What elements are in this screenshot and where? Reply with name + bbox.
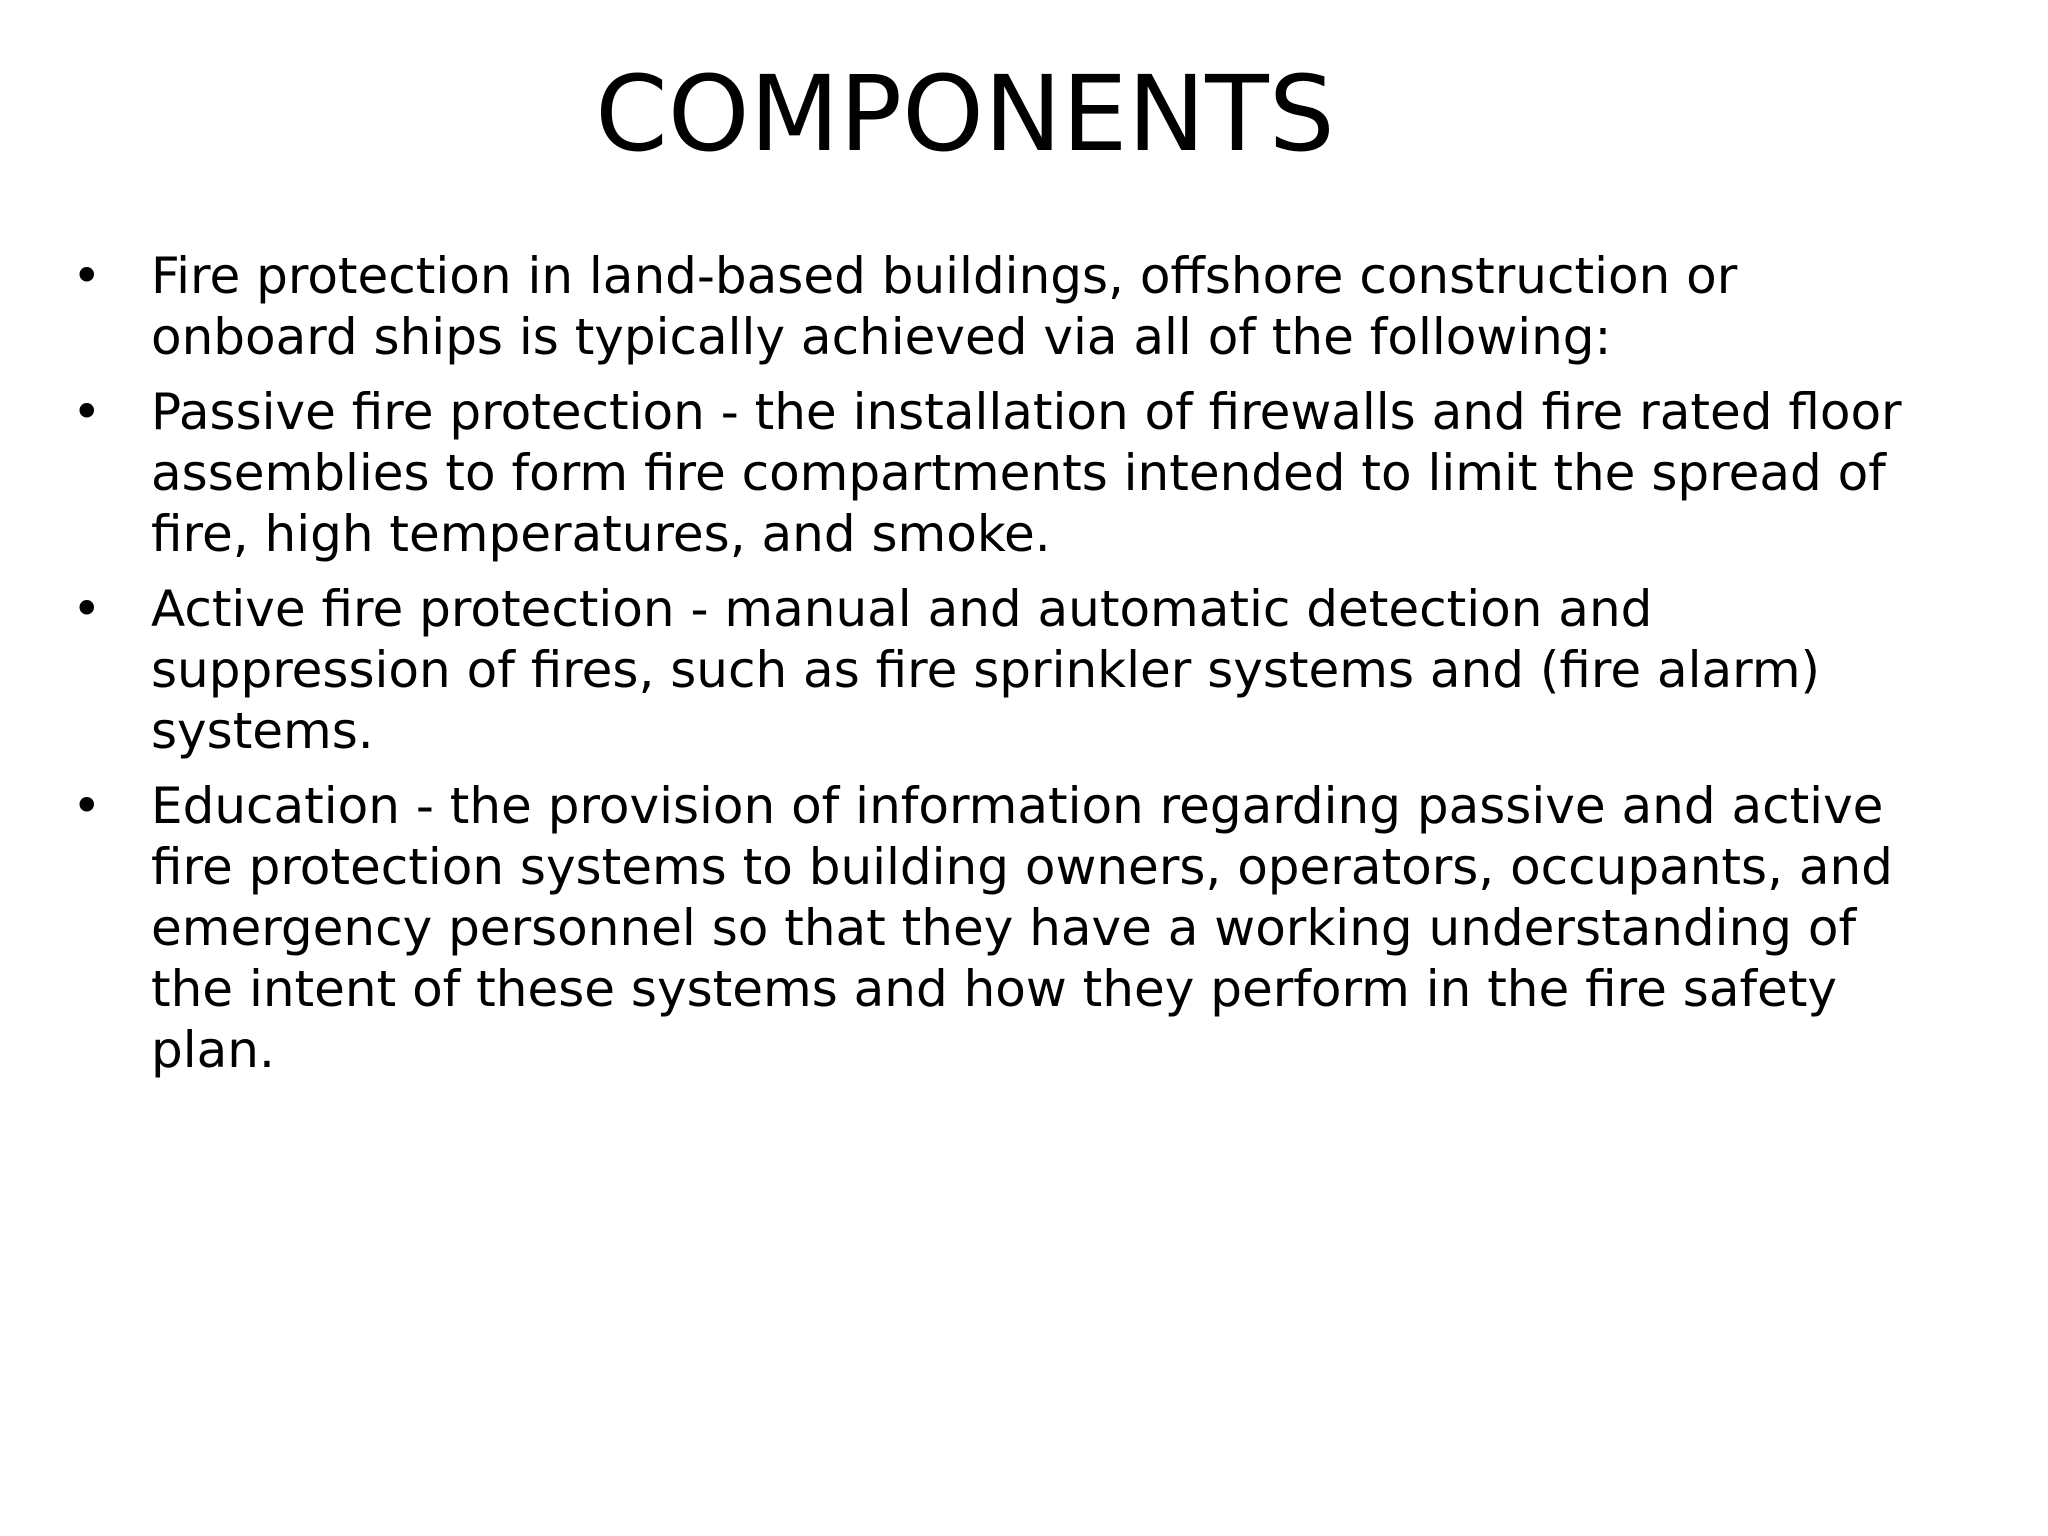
bullet-list bbox=[72, 246, 1952, 1095]
bullet-text: Fire protection in land-based buildings, offshore construction or onboard ships is typically achieved via all of the following: bbox=[151, 247, 1738, 366]
bullet-point: • bbox=[72, 777, 102, 835]
bullet-text: Active fire protection - manual and automatic detection and suppression of fires, such as fire sprinkler systems and (fire alarm) systems. bbox=[151, 580, 1821, 760]
bullet-point: • bbox=[72, 580, 102, 638]
bullet-text: Passive fire protection - the installation of firewalls and fire rated floor assemblies to form fire compartments intended to limit the spread of fire, high temperatures, and smoke. bbox=[151, 383, 1902, 563]
list-item bbox=[72, 776, 1952, 1081]
list-item bbox=[72, 246, 1952, 368]
list-item bbox=[72, 382, 1952, 565]
slide-title: COMPONENTS bbox=[595, 53, 1335, 175]
list-item bbox=[72, 579, 1952, 762]
bullet-point: • bbox=[72, 383, 102, 441]
bullet-point: • bbox=[72, 247, 102, 305]
bullet-text: Education - the provision of information regarding passive and active fire protection systems to building owners, operators, occupants, and emergency personnel so that they have a working understanding of the intent of these systems and how they perform in the fire safety plan. bbox=[151, 777, 1893, 1079]
